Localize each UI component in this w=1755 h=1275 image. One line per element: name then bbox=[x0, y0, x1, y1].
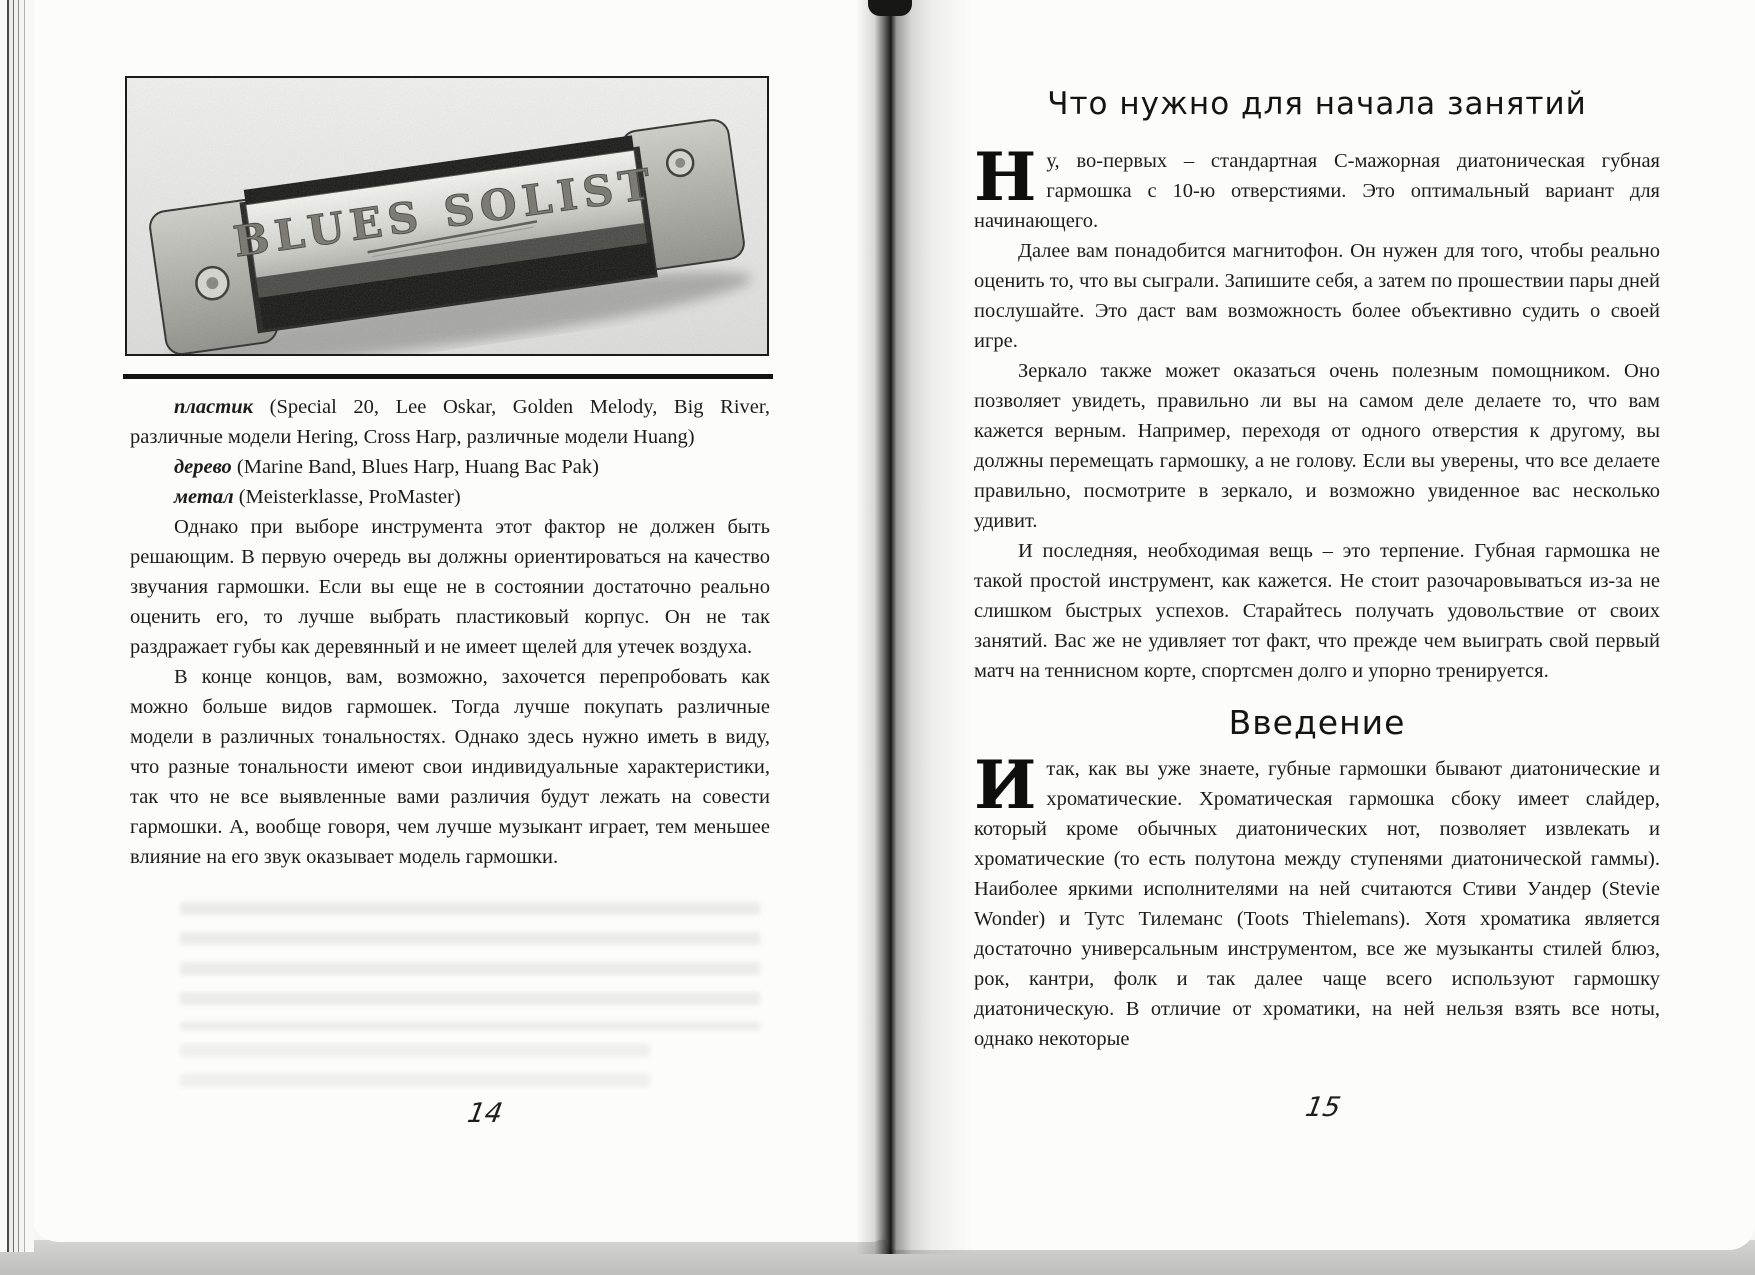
body-paragraph: В конце концов, вам, возможно, захочется перепробовать как можно больше видов гармошек. Тогда лучше покупать различные модели в различных тональностях. Однако здесь нужно иметь в виду, что разные тональности имеют свои индивидуальные характеристики, так что не все выявленные вами различия будут лежать на совести гармошки. А, вообще говоря, чем лучше музыкант играет, тем меньшее влияние на его звук оказывает модель гармошки. bbox=[130, 666, 770, 868]
dropcap-paragraph bbox=[974, 138, 1660, 236]
bleed-through-text bbox=[180, 1044, 650, 1090]
paragraph-text: так, как вы уже знаете, губные гармошки бывают диатонические и хроматические. Хроматическая гармошка сбоку имеет слайдер, который кроме обычных диатонических нот, позволяет извлекать и хроматические (то есть полутона между ступенями диатонической гаммы). Наиболее яркими исполнителями на ней считаются Стиви Уандер (Stevie Wonder) и Тутс Тилеманс (Toots Thielemans). Хотя хроматика является достаточно универсальным инструментом, все же музыканты стилей блюз, рок, кантри, фолк и так далее чаще всего используют гармошку диатоническую. В отличие от хроматики, на ней нельзя взять все ноты, однако некоторые bbox=[974, 758, 1660, 1050]
material-models: (Meisterklasse, ProMaster) bbox=[233, 486, 461, 508]
section-heading: Введение bbox=[1228, 703, 1406, 742]
harmonica-photo bbox=[125, 76, 769, 356]
material-term: дерево bbox=[174, 456, 232, 478]
material-entry-wood bbox=[130, 452, 770, 482]
body-paragraph: Далее вам понадобится магнитофон. Он нужен для того, чтобы реально оценить то, что вы сыграли. Запишите себя, а затем по прошествии пары дней послушайте. Это даст вам возможность более объективно судить о своей игре. bbox=[974, 240, 1660, 352]
material-entry-plastic bbox=[130, 392, 770, 452]
page-number-15: 15 bbox=[1303, 1092, 1343, 1123]
material-models: (Special 20, Lee Oskar, Golden Melody, Big River, различные модели Hering, Cross Harp, различные модели Huang) bbox=[130, 396, 770, 448]
material-entry-metal bbox=[130, 482, 770, 512]
dropcap-letter: И bbox=[974, 746, 1037, 824]
page-14-text bbox=[130, 392, 770, 872]
paragraph-text: у, во-первых – стандартная C-мажорная диатоническая губная гармошка с 10-ю отверстиями. Это оптимальный вариант для начинающего. bbox=[974, 150, 1660, 232]
body-paragraph: И последняя, необходимая вещь – это терпение. Губная гармошка не такой простой инструмент, как кажется. Не стоит разочаровываться из-за не слишком быстрых успехов. Старайтесь получать удовольствие от своих занятий. Вас же не удивляет тот факт, что прежде чем выиграть свой первый матч на теннисном корте, спортсмен долго и упорно тренируется. bbox=[974, 540, 1660, 682]
body-paragraph: Зеркало также может оказаться очень полезным помощником. Оно позволяет увидеть, правильно ли вы на самом деле делаете то, что вам кажется верным. Например, переходя от одного отверстия к другому, вы должны перемещать гармошку, а не голову. Если вы уверены, что все делаете правильно, посмотрите в зеркало, и возможно увиденное вас несколько удивит. bbox=[974, 360, 1660, 532]
page-15 bbox=[886, 0, 1755, 1250]
material-term: метал bbox=[174, 486, 234, 508]
gutter-top-shadow bbox=[868, 0, 912, 16]
dropcap-letter: Н bbox=[974, 138, 1037, 216]
photo-bottom-rule bbox=[123, 374, 773, 379]
page-15-text bbox=[974, 138, 1660, 1054]
page-edge-stack bbox=[0, 0, 34, 1252]
page-14 bbox=[30, 0, 886, 1242]
material-models: (Marine Band, Blues Harp, Huang Bac Pak) bbox=[231, 456, 599, 478]
material-term: пластик bbox=[174, 396, 254, 418]
harmonica-illustration bbox=[127, 78, 767, 354]
body-paragraph: Однако при выборе инструмента этот фактор не должен быть решающим. В первую очередь вы должны ориентироваться на качество звучания гармошки. Если вы еще не в состоянии достаточно реально оценить его, то лучше выбрать пластиковый корпус. Он не так раздражает губы как деревянный и не имеет щелей для утечек воздуха. bbox=[130, 516, 770, 658]
dropcap-paragraph bbox=[974, 746, 1660, 1054]
chapter-heading: Что нужно для начала занятий bbox=[1047, 86, 1587, 122]
page-number-14: 14 bbox=[465, 1098, 505, 1129]
bleed-through-text bbox=[180, 902, 760, 1030]
